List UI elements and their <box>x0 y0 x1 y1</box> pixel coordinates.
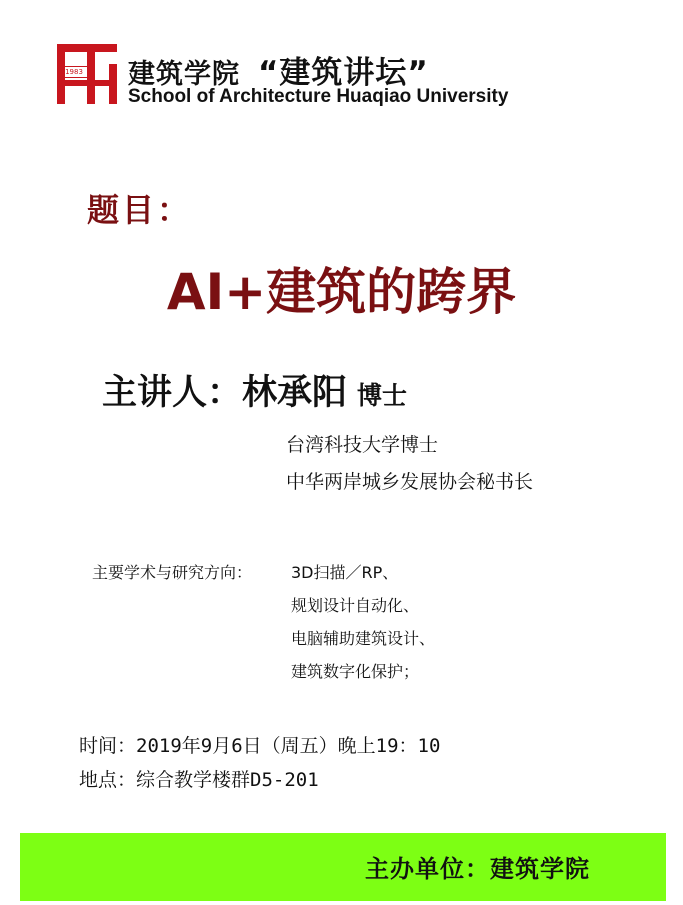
talk-title: AI+建筑的跨界 <box>166 263 517 321</box>
speaker-title: 博士 <box>357 381 408 410</box>
school-name-cn: 建筑学院 <box>128 59 240 90</box>
logo-year: 1983 <box>60 66 88 78</box>
footer-band <box>20 833 666 901</box>
logo-bar-right <box>109 64 117 104</box>
research-item: 电脑辅助建筑设计、 <box>291 629 436 648</box>
logo-bar-mid <box>65 80 111 86</box>
event-place: 地点：综合教学楼群D5-201 <box>79 769 319 791</box>
research-item: 建筑数字化保护； <box>291 662 420 681</box>
organizer-label: 主办单位：建筑学院 <box>365 855 590 883</box>
speaker-label: 主讲人： <box>102 372 243 413</box>
research-item: 规划设计自动化、 <box>291 596 420 615</box>
speaker-name: 林承阳 <box>242 372 348 413</box>
speaker-row <box>102 365 407 415</box>
speaker-affiliation: 中华两岸城乡发展协会秘书长 <box>286 471 534 493</box>
forum-name: “建筑讲坛” <box>258 55 429 91</box>
speaker-affiliation: 台湾科技大学博士 <box>286 434 439 456</box>
school-name-en: School of Architecture Huaqiao University <box>128 86 509 107</box>
research-item: 3D扫描／RP、 <box>291 563 399 582</box>
school-logo <box>57 44 117 104</box>
topic-label: 题目： <box>87 191 193 229</box>
event-time: 时间：2019年9月6日（周五）晚上19：10 <box>79 735 441 757</box>
logo-bar-center <box>87 44 95 104</box>
research-label: 主要学术与研究方向： <box>92 563 253 582</box>
